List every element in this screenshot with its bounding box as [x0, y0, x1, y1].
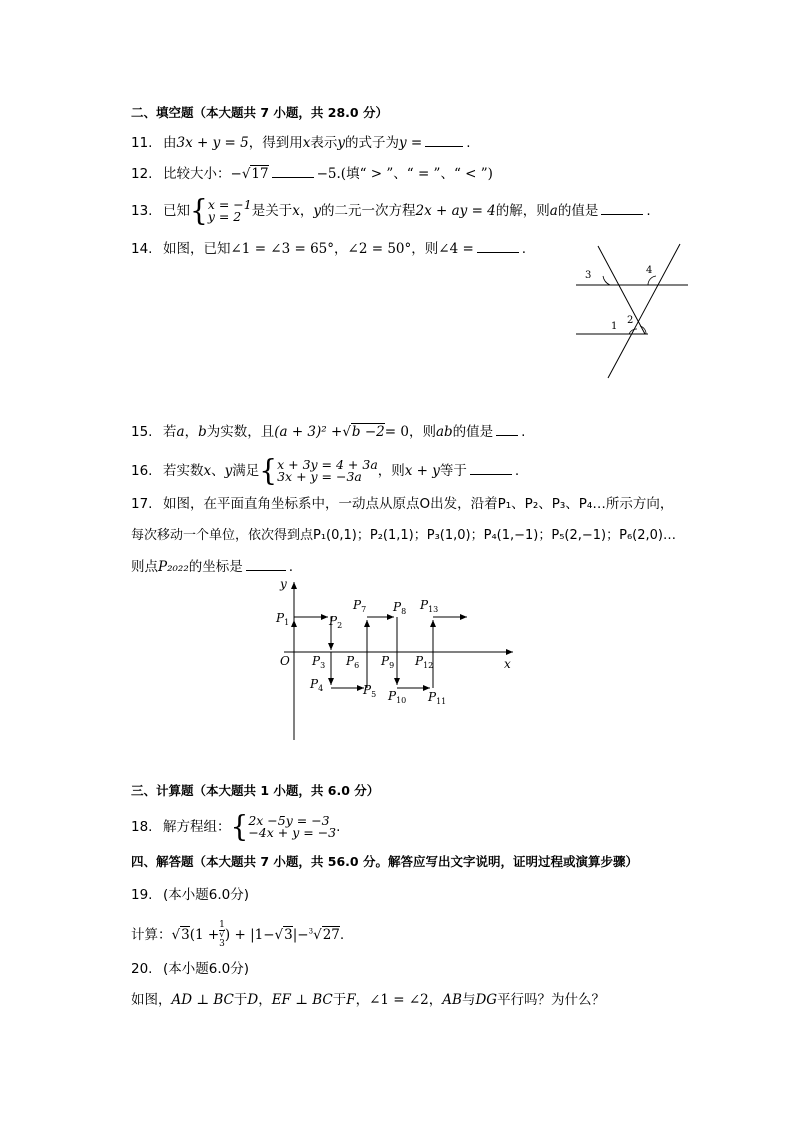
math: − [230, 166, 242, 182]
answer-blank[interactable] [470, 462, 512, 475]
sqrt-radicand: 3 [181, 927, 190, 943]
equation-system: x + 3y = 4 + 3a 3x + y = −3a [277, 457, 378, 484]
point-label-p13: $P_{13}$ [420, 598, 439, 614]
text: . [336, 819, 341, 835]
text: ， [299, 203, 314, 219]
question-17-line-2: 每次移动一个单位，依次得到点P₁(0,1)；P₂(1,1)；P₃(1,0)；P₄(1,−1)；P₅(2,−1)；P₆(2,0)… [131, 528, 676, 543]
text: . [466, 135, 471, 151]
text: 的值是 [452, 424, 494, 440]
point-label-p9: $P_9$ [381, 654, 395, 670]
text: ， [258, 992, 272, 1008]
text: 于 [233, 992, 248, 1008]
text: ，则 [411, 241, 439, 257]
math: F [346, 992, 356, 1008]
math: (1 + [189, 927, 220, 943]
score-note: (本小题6.0分) [163, 961, 250, 977]
text: ， [428, 992, 443, 1008]
arc-angle-3 [603, 276, 610, 285]
point-label-p5: $P_5$ [363, 683, 377, 699]
question-11 [131, 134, 471, 152]
text: 的二元一次方程 [321, 203, 416, 219]
text: ，得到用 [248, 135, 303, 151]
math: ∠1 = ∠2 [369, 992, 429, 1008]
text: 比较大小： [163, 166, 231, 182]
math: ∠2 = 50° [347, 241, 412, 257]
question-17-line-1 [131, 495, 673, 513]
question-20-body [131, 991, 605, 1009]
math: y = [398, 135, 423, 151]
transversal-right [608, 244, 680, 378]
question-14 [131, 240, 526, 258]
text: 已知 [163, 203, 190, 219]
text: 的值是 [557, 203, 599, 219]
transversal-left [598, 246, 645, 334]
question-12: 12. 比较大小：−√17 −5.(填“ > ”、“ = ”、“ < ”) [131, 166, 493, 182]
question-number: 12. [131, 166, 153, 182]
label-2: 2 [627, 315, 634, 326]
equation: 2x + ay = 4 [415, 203, 496, 219]
math: |− [292, 927, 309, 943]
answer-blank[interactable] [601, 202, 643, 215]
point-label-p10: $P_{10}$ [388, 689, 407, 705]
brace: { [230, 809, 249, 844]
section-heading-fill-blank: 二、填空题（本大题共 7 小题，共 28.0 分） [131, 105, 388, 120]
text: 的坐标是 [188, 559, 243, 575]
text: −5.(填“ > ”、“ = ”、“ < ”) [316, 166, 493, 182]
var-x: x [292, 203, 300, 219]
root-index: 3 [308, 927, 314, 936]
text: ， [334, 241, 348, 257]
sqrt-radicand: b −2 [351, 424, 385, 440]
text: ， [184, 424, 199, 440]
question-17-line-3 [131, 558, 293, 576]
question-number: 19. [131, 887, 153, 903]
point-label-p3: $P_3$ [312, 654, 326, 670]
text: 若 [163, 424, 177, 440]
score-note: (本小题6.0分) [163, 887, 250, 903]
question-18 [131, 809, 341, 844]
text: 与 [461, 992, 476, 1008]
x-axis-label: x [504, 657, 511, 671]
var-a: a [176, 424, 185, 440]
math: ∠1 = ∠3 = 65° [230, 241, 335, 257]
brace: { [190, 193, 208, 228]
cbrt-radicand: 27 [322, 927, 340, 943]
text: 满足 [232, 463, 260, 479]
question-16 [131, 453, 520, 488]
question-19-header [131, 886, 249, 904]
text: 平行吗？为什么？ [497, 992, 606, 1008]
math: AD ⊥ BC [171, 992, 234, 1008]
text: 是关于 [251, 203, 293, 219]
text: 、 [211, 463, 225, 479]
point-label-p8: $P_8$ [393, 600, 407, 616]
math: D [247, 992, 259, 1008]
text: 等于 [439, 463, 467, 479]
text: ， [355, 992, 370, 1008]
point-label-p7: $P_7$ [353, 598, 367, 614]
text: . [514, 463, 520, 479]
text: 于 [332, 992, 347, 1008]
figure-parallel-lines [570, 238, 694, 384]
answer-blank[interactable] [272, 165, 314, 178]
label-4: 4 [646, 265, 653, 276]
question-15: 15. 若a，b为实数，且(a + 3)² +√b −2= 0，则ab的值是 . [131, 424, 526, 440]
question-number: 16. [131, 463, 153, 479]
var-y: y [224, 463, 233, 479]
text: 的式子为 [344, 135, 399, 151]
section-heading-calculation: 三、计算题（本大题共 1 小题，共 6.0 分） [131, 783, 380, 798]
arc-angle-4 [648, 276, 656, 285]
text: 则点 [131, 559, 158, 575]
origin-label: O [280, 654, 290, 668]
text: 如图， [131, 992, 172, 1008]
math: AB [442, 992, 462, 1008]
text: 的解，则 [495, 203, 550, 219]
math: = 0 [384, 424, 409, 440]
answer-blank[interactable] [477, 240, 519, 253]
question-number: 14. [131, 241, 153, 257]
question-number: 20. [131, 961, 153, 977]
point-label-p4: $P_4$ [310, 677, 324, 693]
section-heading-answer: 四、解答题（本大题共 7 小题，共 56.0 分。解答应写出文字说明，证明过程或演算步骤） [131, 854, 638, 869]
text: ，则 [377, 463, 405, 479]
point-label-p11: $P_{11}$ [428, 690, 447, 706]
text: . [646, 203, 651, 219]
math: ) + |1− [224, 927, 275, 943]
var-y: y [313, 203, 321, 219]
sqrt-radicand: 3 [284, 927, 293, 943]
text: 计算： [131, 927, 172, 943]
var-b: b [198, 424, 207, 440]
question-13 [131, 193, 651, 228]
answer-blank[interactable] [246, 558, 286, 571]
brace: { [259, 453, 278, 488]
math: EF ⊥ BC [271, 992, 333, 1008]
question-19-expression: 计算：√3(1 + 1 √ 3 ) + |1−√3|−$^3$√27. [131, 920, 345, 949]
answer-blank[interactable] [496, 423, 518, 436]
point-label-p12: $P_{12}$ [415, 654, 434, 670]
math: ∠4 = [438, 241, 474, 257]
point-label-p1: $P_1$ [276, 611, 290, 627]
question-number: 18. [131, 819, 153, 835]
text: 为实数，且 [206, 424, 275, 440]
equation-system: x = −1 y = 2 [207, 197, 252, 224]
question-number: 11. [131, 135, 153, 151]
var-x: x [203, 463, 212, 479]
text: 解方程组： [163, 819, 231, 835]
text: 如图，在平面直角坐标系中，一动点从原点O出发，沿着P₁、P₂、P₃、P₄…所示方向， [163, 496, 674, 512]
equation: 3x + y = 5 [176, 135, 249, 151]
point-label-p6: $P_6$ [346, 654, 360, 670]
text: 由 [163, 135, 177, 151]
text: . [288, 559, 294, 575]
text: . [339, 927, 345, 943]
text: 表示 [310, 135, 338, 151]
math: (a + 3)² + [274, 424, 343, 440]
sqrt-radicand: 17 [251, 166, 269, 182]
var-x: x [302, 135, 311, 151]
text: . [521, 241, 527, 257]
var-a: a [549, 203, 558, 219]
label-1: 1 [611, 321, 618, 332]
text: 若实数 [163, 463, 204, 479]
figure-coordinate-path [270, 576, 520, 744]
label-3: 3 [585, 270, 592, 281]
point-label-p2: $P_2$ [329, 614, 343, 630]
answer-blank[interactable] [425, 134, 463, 147]
question-20-header [131, 960, 249, 978]
var-y: y [337, 135, 345, 151]
question-number: 17. [131, 496, 153, 512]
math: x + y [404, 463, 440, 479]
text: ，则 [408, 424, 436, 440]
question-number: 13. [131, 203, 153, 219]
text: 如图，已知 [163, 241, 231, 257]
math: ab [435, 424, 453, 440]
question-number: 15. [131, 424, 153, 440]
equation-system: 2x −5y = −3 −4x + y = −3 [248, 813, 337, 840]
math: P₂₀₂₂ [158, 559, 189, 575]
math: DG [475, 992, 498, 1008]
text: . [521, 424, 526, 440]
fraction: 1 √ 3 [219, 920, 225, 949]
y-axis-label: y [280, 577, 287, 591]
